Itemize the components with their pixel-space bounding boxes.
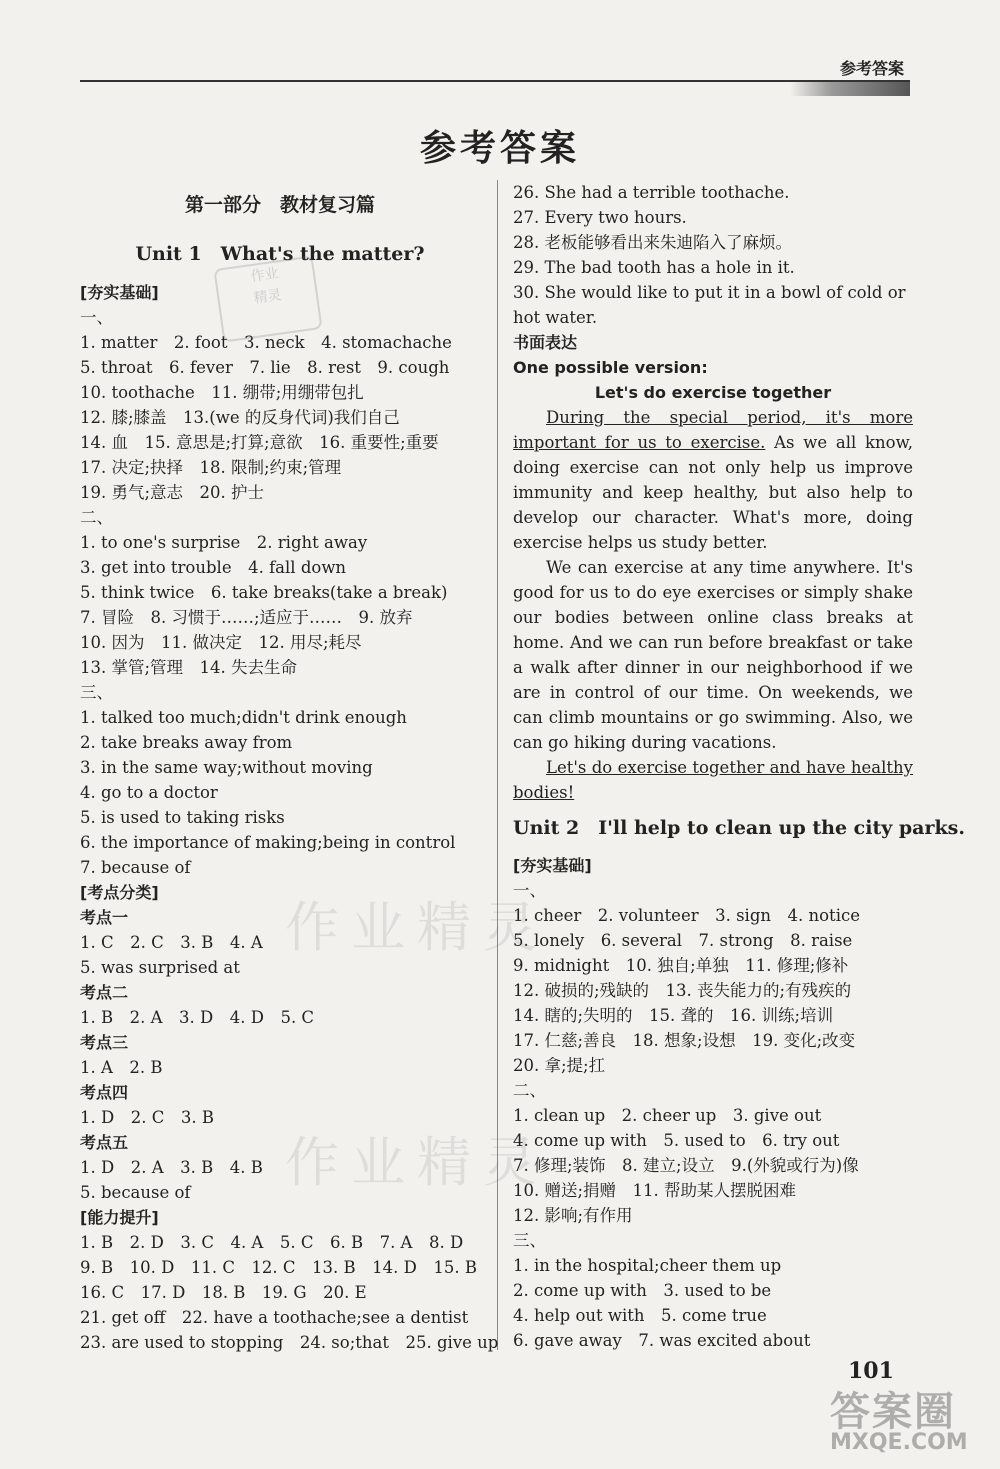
column-divider <box>497 180 498 1350</box>
unit2-answer-line: 1. cheer 2. volunteer 3. sign 4. notice <box>513 906 860 925</box>
unit2-answer-line: 二、 <box>513 1081 546 1100</box>
left-answer-line: 1. C 2. C 3. B 4. A <box>80 933 263 952</box>
right-answer-line: 27. Every two hours. <box>513 208 687 227</box>
left-answer-line: 1. B 2. A 3. D 4. D 5. C <box>80 1008 315 1027</box>
unit2-answer-line: 2. come up with 3. used to be <box>513 1281 772 1300</box>
essay-p1-body: As we all know, doing exercise can not only help us improve immunity and keep healthy, but also help to develop our character. What's more, doing exercise helps us study better. <box>513 433 913 552</box>
left-answer-line: 一、 <box>80 308 113 327</box>
left-answer-line: 考点二 <box>80 983 129 1002</box>
left-answer-line: 4. go to a doctor <box>80 783 218 802</box>
left-answer-line: 二、 <box>80 508 113 527</box>
site-logo: 答案圈 <box>830 1389 956 1435</box>
unit2-answer-line: 5. lonely 6. several 7. strong 8. raise <box>513 931 853 950</box>
header-bar <box>790 82 910 96</box>
left-answer-line: 1. D 2. A 3. B 4. B <box>80 1158 263 1177</box>
left-answer-line: 1. to one's surprise 2. right away <box>80 533 368 552</box>
unit2-answer-line: 20. 拿;提;扛 <box>513 1056 606 1075</box>
left-answer-line: 5. was surprised at <box>80 958 240 977</box>
left-answer-line: 1. D 2. C 3. B <box>80 1108 214 1127</box>
left-answer-line: 7. 冒险 8. 习惯于……;适应于…… 9. 放弃 <box>80 608 413 627</box>
watermark-2: 作业精灵 <box>285 1131 549 1194</box>
unit2-answer-line: 4. come up with 5. used to 6. try out <box>513 1131 840 1150</box>
left-answer-line: 12. 膝;膝盖 13.(we 的反身代词)我们自己 <box>80 408 400 427</box>
left-answer-line: 6. the importance of making;being in control <box>80 833 456 852</box>
left-answer-line: 2. take breaks away from <box>80 733 293 752</box>
left-answer-line: 5. is used to taking risks <box>80 808 285 827</box>
right-answer-line: 书面表达 <box>513 333 578 352</box>
left-answer-line: 7. because of <box>80 858 191 877</box>
unit2-answer-line: 14. 瞎的;失明的 15. 聋的 16. 训练;培训 <box>513 1006 834 1025</box>
left-answer-line: 1. B 2. D 3. C 4. A 5. C 6. B 7. A 8. D <box>80 1233 464 1252</box>
left-answer-line: 1. matter 2. foot 3. neck 4. stomachache <box>80 333 452 352</box>
left-answer-line: 3. get into trouble 4. fall down <box>80 558 347 577</box>
unit2-answer-line: 一、 <box>513 881 546 900</box>
essay-paragraph-1 <box>513 405 913 555</box>
left-answer-line: 9. B 10. D 11. C 12. C 13. B 14. D 15. B <box>80 1258 477 1277</box>
left-answer-line: 21. get off 22. have a toothache;see a dentist <box>80 1308 469 1327</box>
unit2-answer-line: 三、 <box>513 1231 546 1250</box>
header-label: 参考答案 <box>840 59 905 78</box>
page-title: 参考答案 <box>419 128 580 169</box>
essay-topic-sentence: During the special period, it's more important for us to exercise. <box>513 408 913 452</box>
left-answer-line: 23. are used to stopping 24. so;that 25. give up <box>80 1333 499 1352</box>
left-answer-line: 3. in the same way;without moving <box>80 758 373 777</box>
unit2-answer-line: 1. clean up 2. cheer up 3. give out <box>513 1106 822 1125</box>
left-answer-line: 10. toothache 11. 绷带;用绷带包扎 <box>80 383 364 402</box>
unit2-answer-line: 7. 修理;装饰 8. 建立;设立 9.(外貌或行为)像 <box>513 1156 859 1175</box>
left-answer-line: 考点四 <box>80 1083 129 1102</box>
left-answer-line: 5. throat 6. fever 7. lie 8. rest 9. cough <box>80 358 450 377</box>
part-heading: 第一部分 教材复习篇 <box>184 194 375 216</box>
right-answer-line: One possible version: <box>513 358 708 377</box>
unit2-answer-line: 12. 影响;有作用 <box>513 1206 633 1225</box>
site-url: MXQE.COM <box>830 1430 968 1455</box>
essay-paragraph-3: Let's do exercise together and have healthy bodies! <box>513 758 913 802</box>
left-answer-line: [夯实基础] <box>80 283 159 302</box>
stamp <box>213 255 322 342</box>
unit2-answer-line: 12. 破损的;残缺的 13. 丧失能力的;有残疾的 <box>513 981 852 1000</box>
watermark-1: 作业精灵 <box>285 896 549 959</box>
left-answer-line: 10. 因为 11. 做决定 12. 用尽;耗尽 <box>80 633 362 652</box>
left-answer-line: [能力提升] <box>80 1208 159 1227</box>
right-answer-line: hot water. <box>513 308 598 327</box>
unit2-answer-line: 9. midnight 10. 独自;单独 11. 修理;修补 <box>513 956 849 975</box>
left-answer-line: 19. 勇气;意志 20. 护士 <box>80 483 265 502</box>
left-answer-line: 14. 血 15. 意思是;打算;意欲 16. 重要性;重要 <box>80 433 439 452</box>
left-answer-line: 考点五 <box>80 1133 129 1152</box>
right-answer-line: 30. She would like to put it in a bowl of cold or <box>513 283 906 302</box>
left-answer-line: 5. because of <box>80 1183 191 1202</box>
left-answer-line: 1. talked too much;didn't drink enough <box>80 708 407 727</box>
left-answer-line: 16. C 17. D 18. B 19. G 20. E <box>80 1283 367 1302</box>
unit2-answer-line: 6. gave away 7. was excited about <box>513 1331 811 1350</box>
unit1-heading: Unit 1 What's the matter? <box>135 243 425 265</box>
right-answer-line: 28. 老板能够看出来朱迪陷入了麻烦。 <box>513 233 792 252</box>
unit2-answer-line: 10. 赠送;捐赠 11. 帮助某人摆脱困难 <box>513 1181 797 1200</box>
unit2-answer-line: 4. help out with 5. come true <box>513 1306 767 1325</box>
unit2-heading: Unit 2 I'll help to clean up the city parks. <box>513 817 965 839</box>
unit2-answer-line: 1. in the hospital;cheer them up <box>513 1256 782 1275</box>
unit2-answer-line: 17. 仁慈;善良 18. 想象;设想 19. 变化;改变 <box>513 1031 856 1050</box>
stamp-line-2: 精灵 <box>252 287 283 307</box>
left-answer-line: 三、 <box>80 683 113 702</box>
left-answer-line: 考点三 <box>80 1033 129 1052</box>
essay-title: Let's do exercise together <box>594 383 832 402</box>
essay-paragraph-2: We can exercise at any time anywhere. It's good for us to do eye exercises or simply shake our bodies between online class breaks at home. And we can run before breakfast or take a walk after dinner in our neighborhood if we are in control of our time. On weekends, we can climb mountains or go swimming. Also, we can go hiking during vacations. <box>513 558 913 752</box>
left-answer-line: 考点一 <box>80 908 129 927</box>
right-answer-line: 29. The bad tooth has a hole in it. <box>513 258 795 277</box>
header-rule <box>80 80 910 82</box>
left-answer-line: 5. think twice 6. take breaks(take a break) <box>80 583 448 602</box>
stamp-line-1: 作业 <box>249 265 280 286</box>
left-answer-line: 17. 决定;抉择 18. 限制;约束;管理 <box>80 458 342 477</box>
page-number: 101 <box>848 1358 894 1384</box>
left-answer-line: 1. A 2. B <box>80 1058 163 1077</box>
left-answer-line: [考点分类] <box>80 883 159 902</box>
left-answer-line: 13. 掌管;管理 14. 失去生命 <box>80 658 298 677</box>
unit2-answer-line: [夯实基础] <box>513 856 592 875</box>
right-answer-line: 26. She had a terrible toothache. <box>513 183 790 202</box>
